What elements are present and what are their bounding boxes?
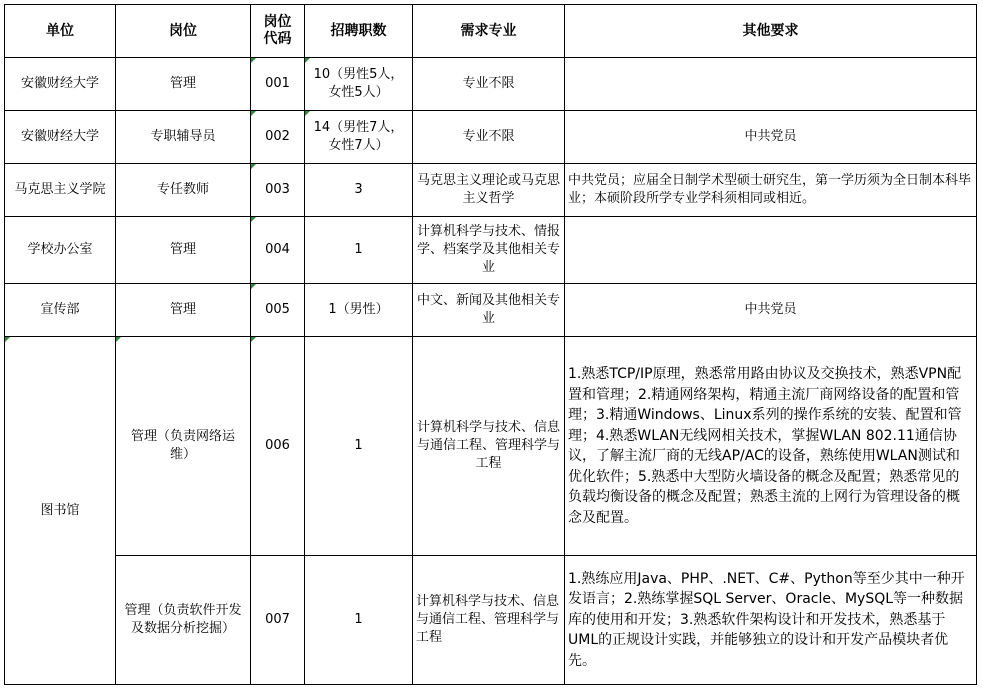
cell-position-text: 管理（负责网络运维）: [130, 429, 235, 462]
cell-other: 1.熟悉TCP/IP原理，熟悉常用路由协议及交换技术，熟悉VPN配置和管理；2.精通网络架构，精通主流厂商网络设备的配置和管理；3.精通Windows、Linux系列的操作系统的安装、配置和管理；4.熟悉WLAN无线网相关技术，掌握WLAN 802.11通信协议，了解主流厂商的无线AP/AC的设备，熟练使用WLAN测试和优化软件；5.熟悉中大型防火墙设备的概念及配置；熟悉常见的负载均衡设备的概念及配置；熟悉主流的上网行为管理设备的概念及配置。: [565, 337, 977, 556]
cell-count: 1: [305, 556, 413, 685]
cell-count: 1（男性）: [305, 284, 413, 337]
cell-marker: [251, 337, 256, 342]
cell-count: [305, 111, 413, 164]
cell-marker: [116, 337, 121, 342]
cell-marker: [305, 111, 310, 116]
cell-other: [565, 217, 977, 284]
cell-code-text: 005: [265, 302, 290, 317]
cell-unit: 安徽财经大学: [5, 58, 116, 111]
header-other: 其他要求: [565, 5, 977, 58]
cell-major: 计算机科学与技术、信息与通信工程、管理科学与工程: [413, 556, 565, 685]
cell-position: 专任教师: [116, 164, 251, 217]
cell-unit-text: 图书馆: [40, 502, 80, 518]
cell-major: 计算机科学与技术、信息与通信工程、管理科学与工程: [413, 337, 565, 556]
cell-major: 专业不限: [413, 111, 565, 164]
cell-marker: [251, 284, 256, 289]
cell-other: 1.熟练应用Java、PHP、.NET、C#、Python等至少其中一种开发语言；2.熟练掌握SQL Server、Oracle、MySQL等一种数据库的使用和开发；3.熟悉软件架构设计和开发技术，熟悉基于UML的正规设计实践，并能够独立的设计和开发产品模块者优先。: [565, 556, 977, 685]
cell-count-text: 10（男性5人，女性5人）: [313, 67, 404, 100]
header-count: 招聘职数: [305, 5, 413, 58]
cell-position: 专职辅导员: [116, 111, 251, 164]
table-row: [5, 284, 977, 337]
cell-code-text: 003: [265, 182, 290, 197]
cell-count: 1: [305, 337, 413, 556]
cell-marker: [5, 337, 10, 342]
cell-count-text: 14（男性7人，女性7人）: [313, 120, 404, 153]
cell-code: 007: [251, 556, 305, 685]
cell-code: [251, 111, 305, 164]
table-row: [5, 58, 977, 111]
cell-position: 管理: [116, 58, 251, 111]
cell-other: 中共党员: [565, 111, 977, 164]
cell-major: 中文、新闻及其他相关专业: [413, 284, 565, 337]
cell-major: 马克思主义理论或马克思主义哲学: [413, 164, 565, 217]
cell-marker: [251, 217, 256, 222]
cell-position: 管理（负责软件开发及数据分析挖掘）: [116, 556, 251, 685]
cell-marker: [251, 58, 256, 63]
cell-code: [251, 337, 305, 556]
header-position: 岗位: [116, 5, 251, 58]
cell-other: [565, 58, 977, 111]
cell-code-text: 002: [265, 129, 290, 144]
cell-major: 计算机科学与技术、情报学、档案学及其他相关专业: [413, 217, 565, 284]
cell-code-text: 006: [265, 438, 290, 453]
cell-code-text: 004: [265, 242, 290, 257]
table-row: [5, 217, 977, 284]
header-major: 需求专业: [413, 5, 565, 58]
cell-unit: [5, 337, 116, 685]
table-row: [5, 111, 977, 164]
table-row: [5, 337, 977, 556]
cell-position: 管理: [116, 284, 251, 337]
cell-unit: 学校办公室: [5, 217, 116, 284]
cell-code: [251, 284, 305, 337]
header-unit: 单位: [5, 5, 116, 58]
cell-marker: [251, 164, 256, 169]
recruitment-table: [4, 4, 977, 685]
cell-other: 中共党员: [565, 284, 977, 337]
header-code: 岗位代码: [251, 5, 305, 58]
cell-unit: 马克思主义学院: [5, 164, 116, 217]
cell-position: [116, 337, 251, 556]
cell-count: 3: [305, 164, 413, 217]
table-row: [5, 164, 977, 217]
table-row: [5, 556, 977, 685]
cell-code: [251, 58, 305, 111]
cell-position: 管理: [116, 217, 251, 284]
cell-code: [251, 164, 305, 217]
header-row: [5, 5, 977, 58]
cell-marker: [305, 58, 310, 63]
cell-count: 1: [305, 217, 413, 284]
cell-marker: [251, 111, 256, 116]
cell-unit: 宣传部: [5, 284, 116, 337]
cell-code-text: 001: [265, 76, 290, 91]
cell-major: 专业不限: [413, 58, 565, 111]
cell-count: [305, 58, 413, 111]
cell-code: [251, 217, 305, 284]
cell-other: 中共党员；应届全日制学术型硕士研究生，第一学历须为全日制本科毕业；本硕阶段所学专业学科须相同或相近。: [565, 164, 977, 217]
cell-unit: 安徽财经大学: [5, 111, 116, 164]
